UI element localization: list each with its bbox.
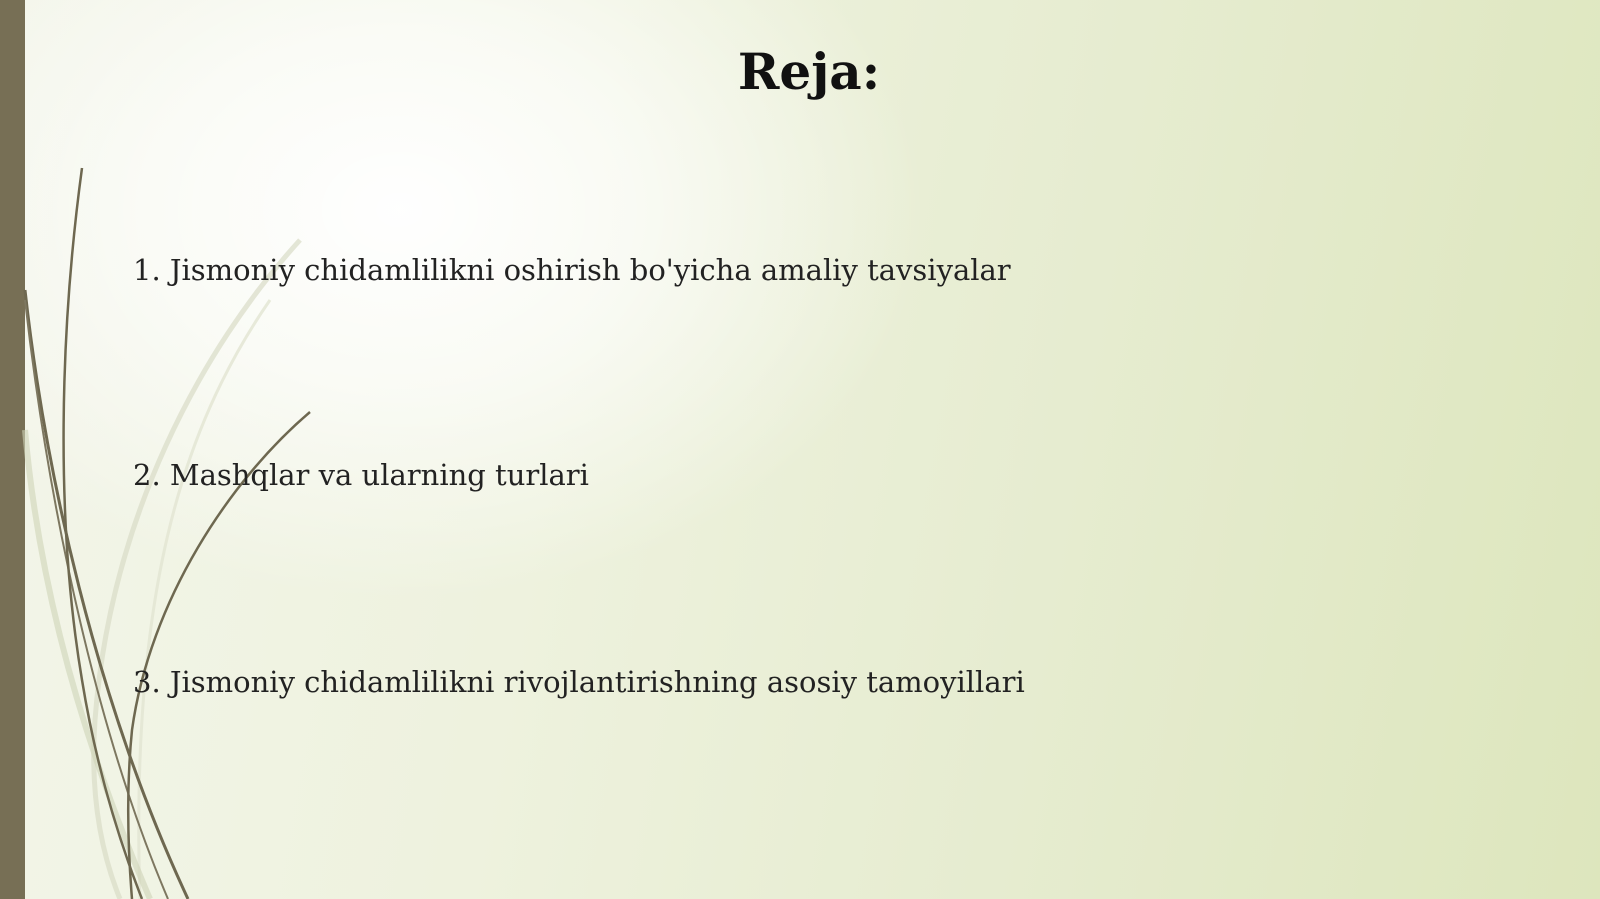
slide-title: Reja: bbox=[737, 42, 881, 101]
left-accent-bar bbox=[0, 0, 25, 899]
plan-item-3: 3. Jismoniy chidamlilikni rivojlantirishning asosiy tamoyillari bbox=[133, 665, 1025, 699]
plan-item-1: 1. Jismoniy chidamlilikni oshirish bo'yicha amaliy tavsiyalar bbox=[133, 253, 1011, 287]
plan-item-2: 2. Mashqlar va ularning turlari bbox=[133, 458, 589, 492]
